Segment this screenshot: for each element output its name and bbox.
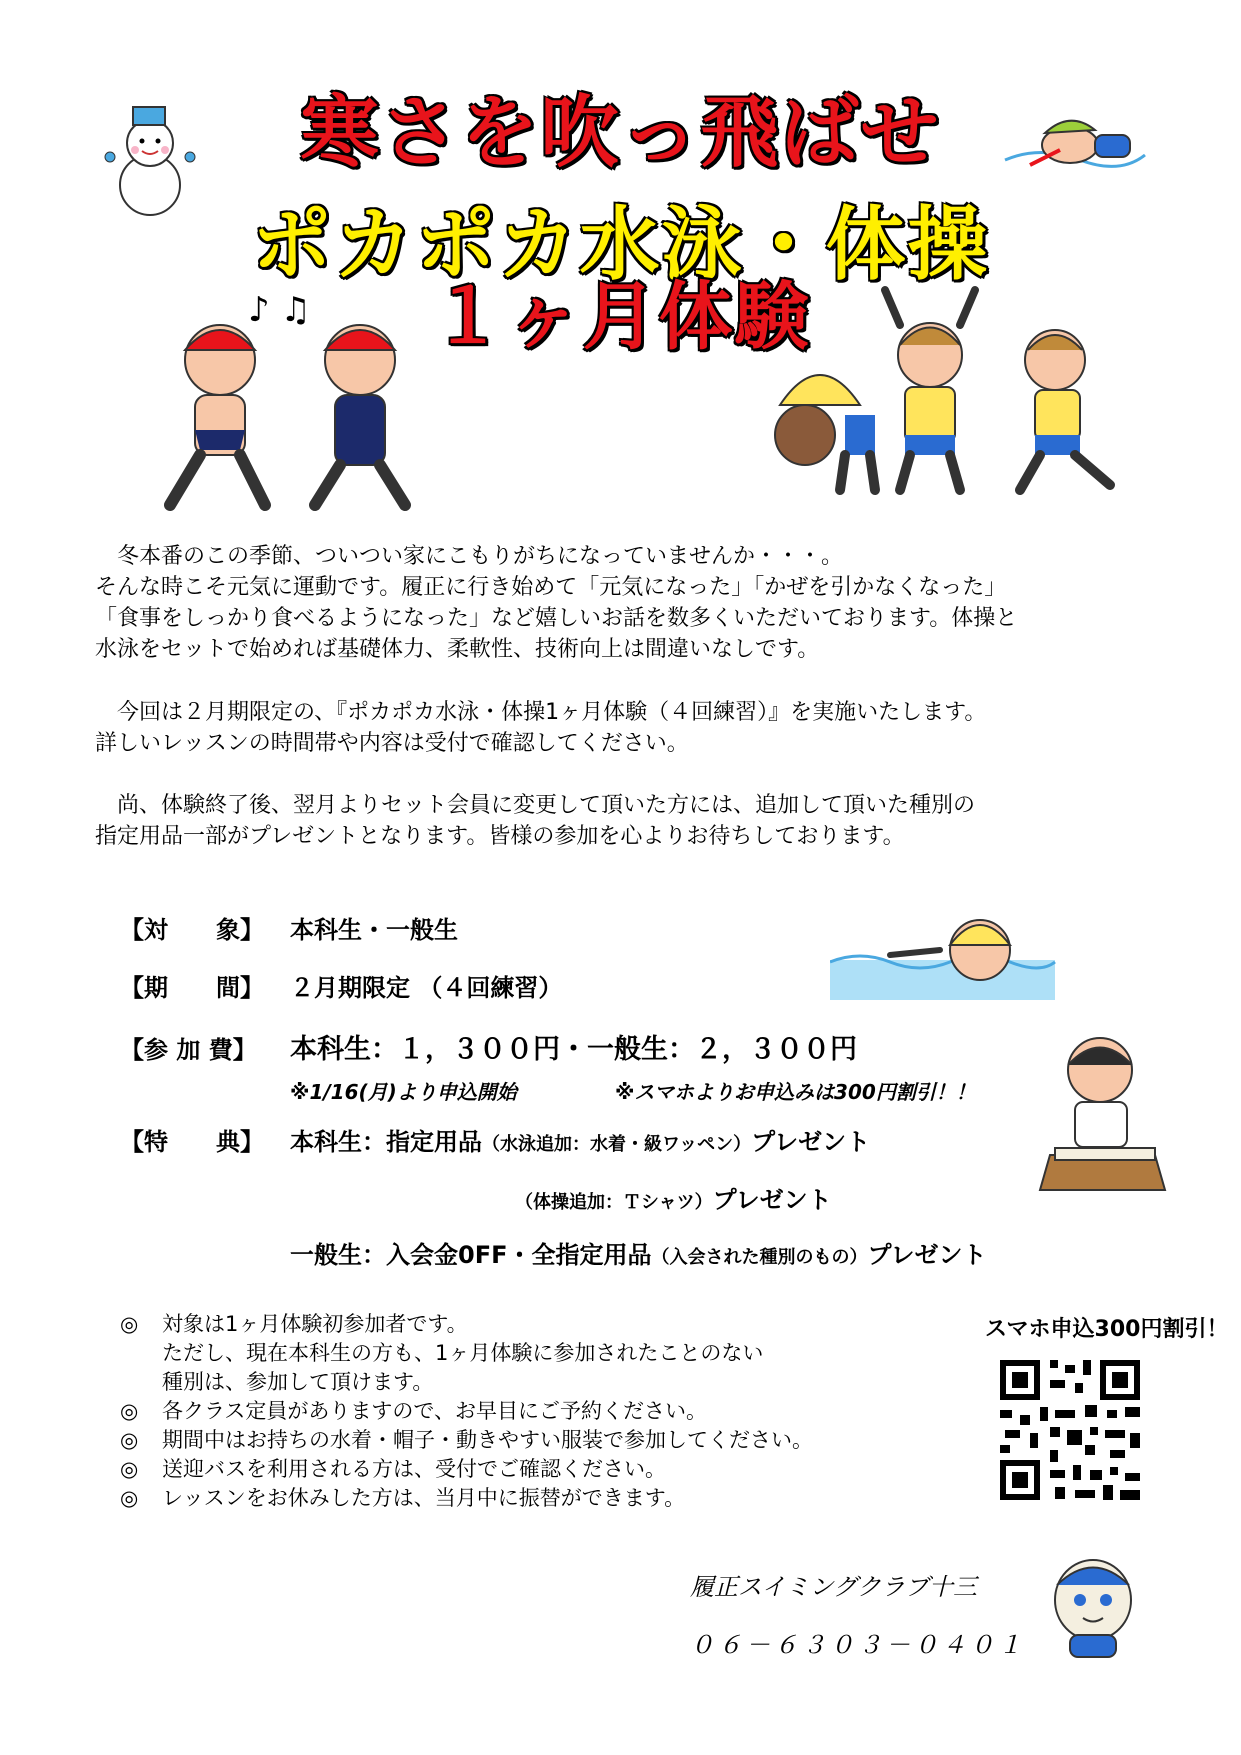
qr-code[interactable] bbox=[995, 1355, 1145, 1505]
swimming-kid-illustration bbox=[830, 900, 1060, 1000]
note-bullet: ◎ bbox=[120, 1312, 139, 1336]
note-text: 対象は1ヶ月体験初参加者です。 bbox=[162, 1312, 468, 1336]
note-item bbox=[120, 1484, 813, 1513]
title-line-1: 寒さを吹っ飛ばせ bbox=[300, 88, 941, 178]
snowman-illustration bbox=[95, 95, 205, 220]
title-line-2: ポカポカ水泳・体操 bbox=[251, 198, 990, 291]
detail-perk2-row bbox=[515, 1180, 832, 1215]
kid-vaulting-illustration bbox=[1035, 1030, 1175, 1195]
detail-perk-row bbox=[120, 1122, 870, 1157]
detail-label: 【対 象】 bbox=[120, 916, 264, 944]
club-phone: ０６－６３０３－０４０１ bbox=[690, 1631, 1026, 1659]
intro-line: 「食事をしっかり食べるようになった」など嬉しいお話を数多くいただいております。体操と bbox=[95, 606, 1018, 631]
title-line-3: １ヶ月体験 bbox=[430, 274, 811, 360]
detail-label: 【参 加 費】 bbox=[120, 1036, 257, 1064]
perk-main: 本科生：指定用品 bbox=[290, 1128, 482, 1156]
intro-line: 今回は２月期限定の、『ポカポカ水泳・体操1ヶ月体験（４回練習）』を実施いたします。 bbox=[95, 700, 987, 725]
detail-value: 本科生・一般生 bbox=[290, 916, 458, 944]
intro-paragraph-2 bbox=[95, 697, 1155, 759]
intro-line: そんな時こそ元気に運動です。履正に行き始めて「元気になった」「かぜを引かなくなった」 bbox=[95, 575, 1007, 600]
perk2-tail: プレゼント bbox=[712, 1186, 832, 1214]
perk3-tail: プレゼント bbox=[867, 1241, 987, 1269]
swimmer-illustration bbox=[1000, 105, 1150, 190]
intro-line: 尚、体験終了後、翌月よりセット会員に変更して頂いた方には、追加して頂いた種別の bbox=[95, 793, 976, 818]
qr-heading: スマホ申込300円割引！ bbox=[985, 1317, 1229, 1342]
note-bullet: ◎ bbox=[120, 1486, 139, 1510]
note-item: 種別は、参加して頂けます。 bbox=[162, 1370, 434, 1394]
detail-value: 本科生：１，３００円・一般生：２，３００円 bbox=[290, 1034, 857, 1065]
note-text: 送迎バスを利用される方は、受付でご確認ください。 bbox=[162, 1457, 666, 1481]
note-bullet: ◎ bbox=[120, 1457, 139, 1481]
note-text: 期間中はお持ちの水着・帽子・動きやすい服装で参加してください。 bbox=[162, 1428, 813, 1452]
detail-fee-row bbox=[120, 1027, 857, 1066]
note-text: 各クラス定員がありますので、お早目にご予約ください。 bbox=[162, 1399, 707, 1423]
detail-label: 【期 間】 bbox=[120, 974, 264, 1002]
music-notes-icon: ♪ ♫ bbox=[248, 290, 311, 330]
detail-target-row bbox=[120, 910, 458, 945]
note-item: ただし、現在本科生の方も、1ヶ月体験に参加されたことのない bbox=[162, 1341, 764, 1365]
perk3-paren: （入会された種別のもの） bbox=[651, 1247, 868, 1268]
note-item bbox=[120, 1310, 813, 1339]
perk2-paren: （体操追加：Ｔシャツ） bbox=[515, 1192, 713, 1213]
kids-stretching-illustration bbox=[150, 305, 450, 515]
intro-paragraph-3 bbox=[95, 790, 1155, 852]
note-text: レッスンをお休みした方は、当月中に振替ができます。 bbox=[162, 1486, 686, 1510]
intro-paragraph-1 bbox=[95, 541, 1155, 665]
intro-line: 水泳をセットで始めれば基礎体力、柔軟性、技術向上は間違いなしです。 bbox=[95, 637, 820, 662]
fee-note-discount: ※スマホよりお申込みは300円割引！！ bbox=[615, 1080, 976, 1104]
detail-label: 【特 典】 bbox=[120, 1128, 264, 1156]
note-item bbox=[120, 1455, 813, 1484]
note-bullet: ◎ bbox=[120, 1399, 139, 1423]
mascot-illustration bbox=[1045, 1550, 1140, 1660]
intro-line: 指定用品一部がプレゼントとなります。皆様の参加を心よりお待ちしております。 bbox=[95, 824, 905, 849]
note-item bbox=[120, 1397, 813, 1426]
intro-line: 冬本番のこの季節、ついつい家にこもりがちになっていませんか・・・。 bbox=[95, 544, 844, 569]
note-item bbox=[120, 1426, 813, 1455]
detail-perk3-row bbox=[290, 1235, 987, 1270]
kids-exercising-illustration bbox=[750, 285, 1150, 505]
intro-line: 詳しいレッスンの時間帯や内容は受付で確認してください。 bbox=[95, 731, 689, 756]
note-bullet: ◎ bbox=[120, 1428, 139, 1452]
notes-list bbox=[120, 1310, 813, 1513]
fee-note-start: ※1/16(月)より申込開始 bbox=[290, 1080, 517, 1104]
perk-tail: プレゼント bbox=[751, 1128, 871, 1156]
perk-paren: （水泳追加：水着・級ワッペン） bbox=[482, 1134, 752, 1155]
detail-value: ２月期限定 （４回練習） bbox=[290, 974, 563, 1002]
club-name: 履正スイミングクラブ十三 bbox=[690, 1573, 978, 1601]
perk3-main: 一般生：入会金0FF・全指定用品 bbox=[290, 1241, 652, 1269]
detail-period-row bbox=[120, 968, 562, 1003]
